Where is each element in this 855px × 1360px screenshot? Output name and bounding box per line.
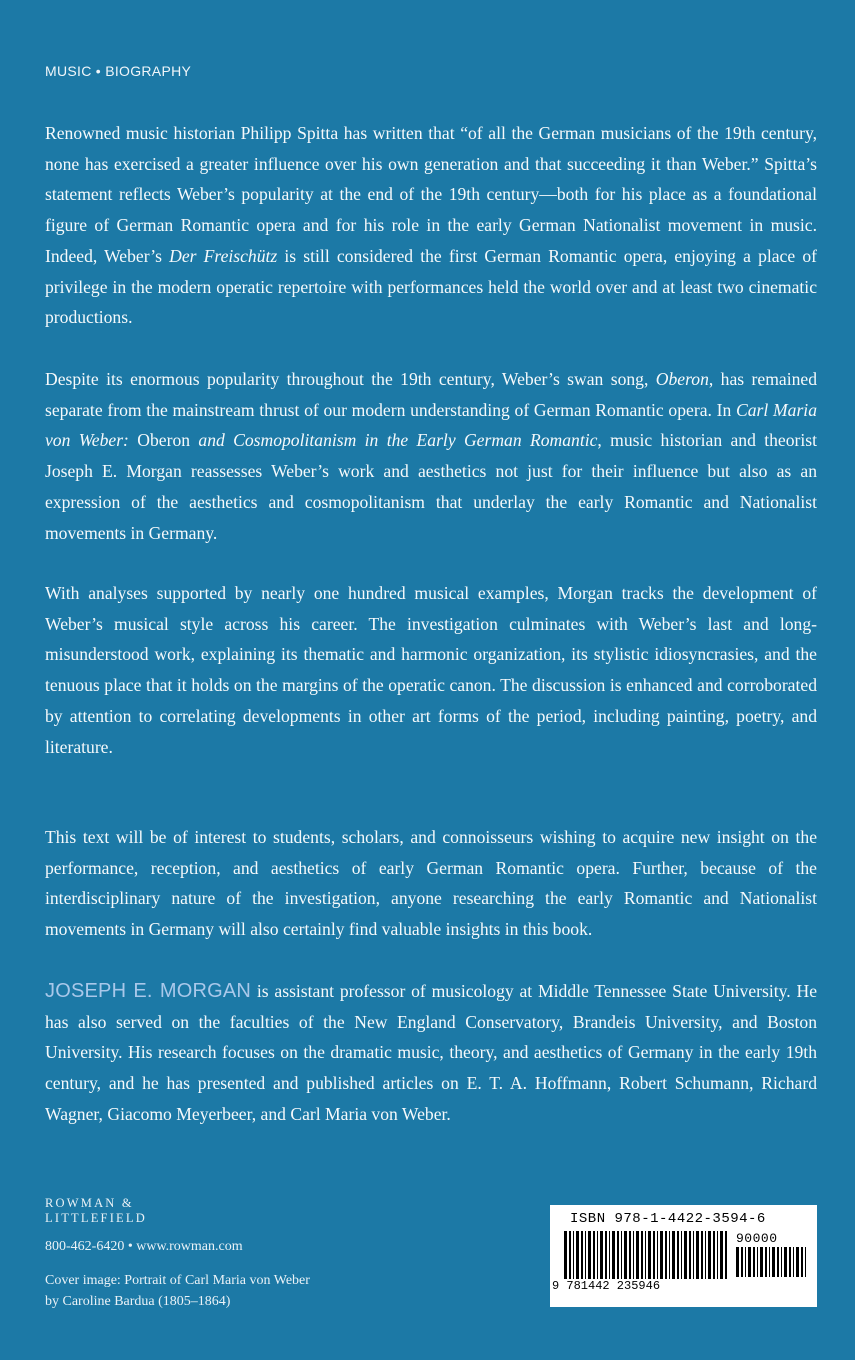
- p2-text-g: , music historian and theorist Joseph E. Morgan reassesses Weber’s work and aesthetics not just for their influence but also as an expression of the aesthetics and cosmopolitanism that underlay the early Romantic and Nationalist movements in Germany.: [45, 430, 817, 543]
- isbn-barcode: [550, 1205, 817, 1307]
- p2-book-title-oberon: Oberon: [128, 430, 199, 451]
- p1-text-c: is still considered the first German Romantic opera, enjoying a place of privilege in the modern operatic repertoire with performances held the world over and at least two cinematic productions.: [45, 245, 817, 328]
- description-paragraph-3: With analyses supported by nearly one hundred musical examples, Morgan tracks the development of Weber’s musical style across his career. The investigation culminates with Weber’s last and long-misunderstood work, explaining its thematic and harmonic organization, its stylistic idiosyncrasies, and the tenuous place that it holds on the margins of the operatic canon. The discussion is enhanced and corroborated by attention to correlating developments in other art forms of the period, including painting, poetry, and literature.: [45, 583, 817, 757]
- description-paragraph-2: [45, 364, 817, 548]
- description-paragraph-1: [45, 118, 817, 333]
- cover-credit-line-1: Cover image: Portrait of Carl Maria von Weber: [45, 1273, 310, 1288]
- p1-title-der-freischutz: Der Freischütz: [169, 245, 278, 266]
- publisher-logo-line-1: ROWMAN &: [45, 1196, 134, 1210]
- publisher-logo-line-2: LITTLEFIELD: [45, 1211, 147, 1225]
- price-code: 90000: [736, 1231, 778, 1246]
- author-bio: [45, 976, 817, 1130]
- cover-credit-line-2: by Caroline Bardua (1805–1864): [45, 1294, 231, 1309]
- isbn-label: ISBN 978-1-4422-3594-6: [570, 1211, 766, 1227]
- publisher-logo: [45, 1196, 147, 1226]
- publisher-contact: 800-462-6420 • www.rowman.com: [45, 1239, 243, 1254]
- cover-credit: [45, 1270, 310, 1312]
- barcode-digits: 9 781442 235946: [552, 1279, 661, 1293]
- p2-text-c: , has remained separate from the mainstream thrust of our modern understanding of German Romantic opera. In: [45, 369, 817, 420]
- p2-book-title-part-2: and Cosmopolitanism in the Early German Romantic: [198, 430, 598, 451]
- author-name: JOSEPH E. MORGAN: [45, 980, 252, 1002]
- p2-title-oberon: Oberon: [655, 369, 709, 389]
- author-bio-text: is assistant professor of musicology at Middle Tennessee State University. He has also served on the faculties of the New England Conservatory, Brandeis University, and Boston University. His research focuses on the dramatic music, theory, and aesthetics of Germany in the early 19th century, and he has presented and published articles on E. T. A. Hoffmann, Robert Schumann, Richard Wagner, Giacomo Meyerbeer, and Carl Maria von Weber.: [45, 981, 818, 1124]
- p1-text-a: Renowned music historian Philipp Spitta has written that “of all the German musicians of the 19th century, none has exercised a greater influence over his own generation and that succeeding it than Weber.” Spitta’s statement reflects Weber’s popularity at the end of the 19th century—both for his place as a foundational figure of German Romantic opera and for his role in the early German Nationalist movement in music. Indeed, Weber’s: [45, 123, 817, 266]
- p2-book-title-part-1: Carl Maria von Weber:: [45, 399, 817, 451]
- description-paragraph-4: This text will be of interest to students, scholars, and connoisseurs wishing to acquire new insight on the performance, reception, and aesthetics of early German Romantic opera. Further, because of the interdisciplinary nature of the investigation, anyone researching the early Romantic and Nationalist movements in Germany will also certainly find valuable insights in this book.: [45, 827, 817, 940]
- p2-text-a: Despite its enormous popularity throughout the 19th century, Weber’s swan song,: [45, 369, 656, 389]
- category-label: MUSIC • BIOGRAPHY: [45, 63, 192, 79]
- barcode-addon-bars-icon: [736, 1247, 806, 1287]
